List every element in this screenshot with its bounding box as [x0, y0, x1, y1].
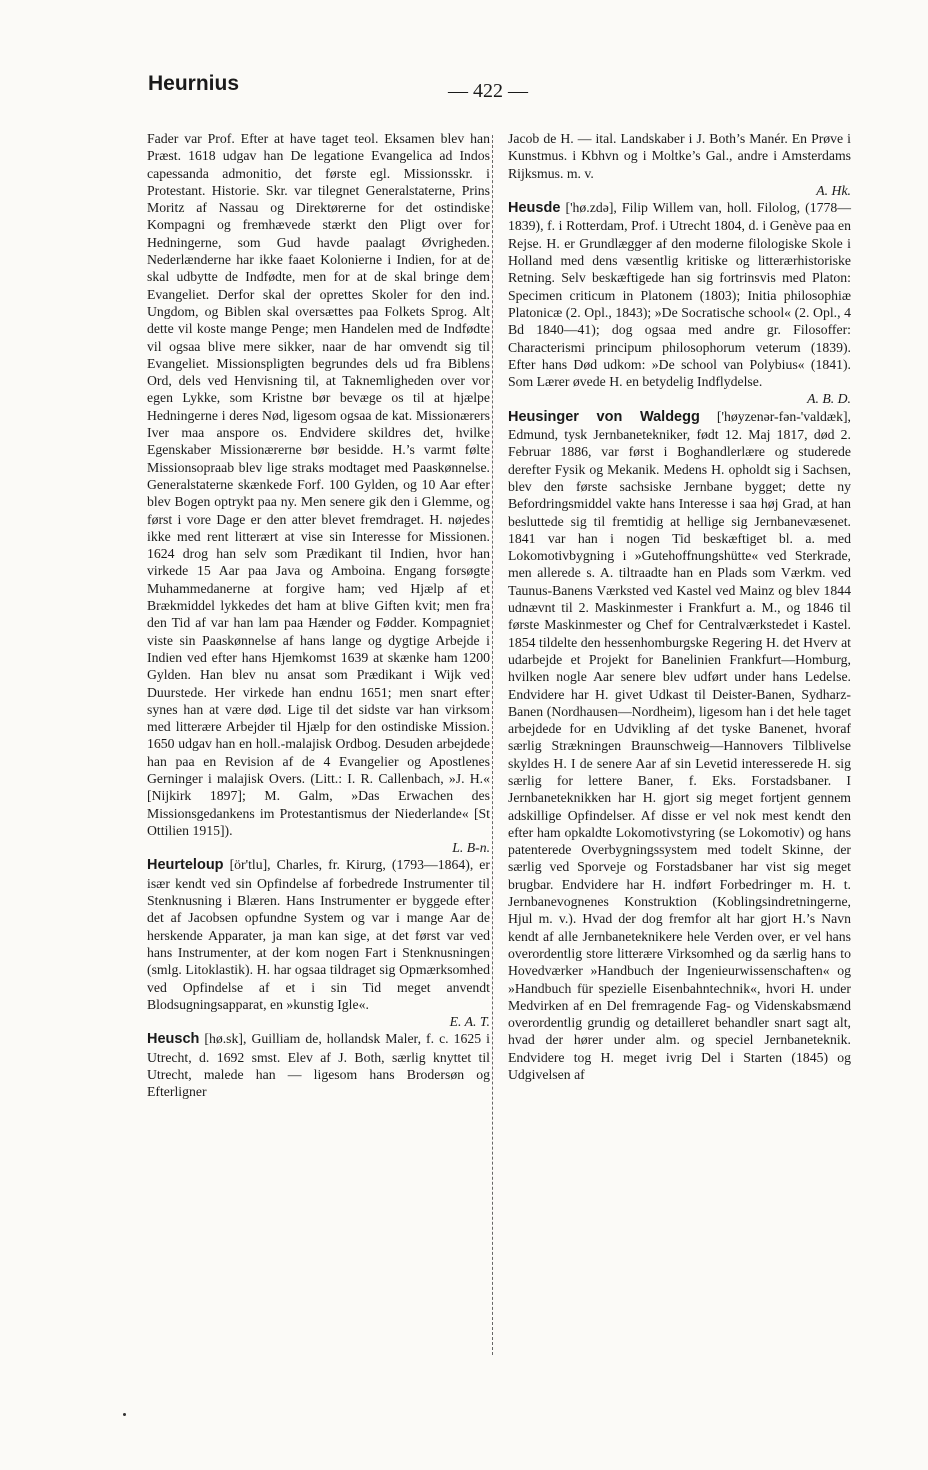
right-column: [508, 130, 851, 1083]
entry-continuation-text: Jacob de H. — ital. Landskaber i J. Both’s Manér. En Prøve i Kunstmus. i Kbhvn og i Moltke’s Gal., andre i Amsterdams Rijksmus. m. v.: [508, 131, 851, 181]
page-number: — 422 —: [448, 80, 528, 102]
running-title: Heurnius: [148, 72, 240, 95]
dictionary-entry: [508, 199, 851, 390]
entry-headword: Heurteloup: [147, 857, 224, 874]
entry-text: ['høyzenər-fən-'valdæk], Edmund, tysk Jernbanetekniker, født 12. Maj 1817, død 2. Februar 1886, var først i Boghandlerlære og studerede derefter Fysik og Mekanik. Medens H. opholdt sig i Sachsen, blev den første sachsiske Jernbane bygget; dette ny Befordringsmiddel vakte hans Interesse i saa høj Grad, at han besluttede sig til fremtidig at hellige sig Jernbanevæsenet. 1841 var han i nogen Tid beskæftiget bl. a. med Lokomotivbygning i »Gutehoffnungshütte« ved Sterkrade, men allerede s. A. tiltraadte han en Plads som Værkm. ved Taunus-Banens Værksted ved Kastel ved Mainz og blev 1844 udnævnt til 2. Maskinmester i Frankfurt a. M., og 1846 til første Maskinmester og Chef for Centralværkstedet i Kastel. 1854 tildelte den hessenhomburgske Regering H. det Hverv at udarbejde et Projekt for Banelinien Frankfurt—Homburg, hvilken nogle Aar senere blev udført under hans Ledelse. Endvidere har H. givet Udkast til Deister-Banen, Sydharz-Banen (Nordhausen—Nordheim), ligesom han i det hele taget arbejdede for en Udvikling af det tyske Banenet, hvoraf særlig Strækningen Braunschweig—Hannovers Tilblivelse skyldes H. I de senere Aar af sin Levetid interesserede H. sig særlig for lettere Baner, f. Eks. Forstadsbaner. I Jernbaneteknikken har H. gjort sig meget fortjent gennem adskillige Opfindelser. Af disse er vel nok mest kendt den efter ham opkaldte Lokomotivstyring (se Lokomotiv) og hans patenterede Overbygningssystem med todelt Skinne, der særlig ved Sporveje og Forstadsbaner har vist sig meget brugbar. Endvidere har H. indført Forbedringer m. H. t. Jernbanevognenes Konstruktion (Koblingsindretningerne, Hjul m. v.). Hvad der dog fremfor alt har gjort H.’s Navn kendt af alle Jernbaneteknikere hele Verden over, er vel hans overordentlig store litterære Virksomhed og da særlig hans to Hovedværker »Handbuch der Ingenieurwissenschaften« og »Handbuch für spezielle Eisenbahntechnik«, hvori H. under Medvirken af en Del fremragende Fag- og Videnskabsmænd overordentlig grundig og detailleret behandler snart sagt alt, hvad der hører under alm. og speciel Jernbaneteknik. Endvidere tog H. meget ivrig Del i Starten (1845) og Udgivelsen af: [508, 408, 851, 1083]
entry-headword: Heusde: [508, 200, 561, 217]
column-divider: [492, 135, 494, 1355]
dictionary-entry: [147, 1030, 490, 1100]
dictionary-entry: [147, 856, 490, 1013]
entry-headword: Heusinger von Waldegg: [508, 408, 700, 425]
dictionary-entry: [508, 408, 851, 1084]
entry-signature: L. B-n.: [452, 840, 490, 856]
entry-continuation-text: Fader var Prof. Efter at have taget teol. Eksamen blev han Præst. 1618 udgav han De legatione Evangelica ad Indos capessanda admonitio, det første egl. Missionsskr. i Protestant. Historie. Skr. var tilegnet Generalstaterne, Prins Moritz af Nassau og Direktørerne for det ostindiske Kompagni og fremhævede stærkt den Pligt over for Hedningerne, som Gud havde paalagt Øvrigheden. Nederlænderne har ikke faaet Kolonierne i Indien, for at de skal udbytte de Indfødte, men for at de skal bringe dem Evangeliet. Derfor skal der oprettes Skoler for den ind. Ungdom, og Biblen skal oversættes paa Folkets Sprog. Alt dette vil koste mange Penge; men Handelen med de Indfødte vil ogsaa blive mere sikker, naar de har omvendt sig til Evangeliet. Missionspligten begrundes dels ud fra Biblens Ord, dels ved Henvisning til, at Taknemligheden over vor egen Lykke, som Kristne bør bevæge os til at hjælpe Hedningerne i deres Nød, ligesom ogsaa de kat. Missionærers Iver maa anspore os. Endvidere skildres det, hvilke Egenskaber Missionærerne bør besidde. H.’s varmt følte Missionsopraab blev lige straks modtaget med Paaskønnelse. Generalstaterne skænkede Forf. 100 Gylden, og 10 Aar efter blev Bogen optrykt paa ny. Men senere gik den i Glemme, og først i vore Dage er den atter blevet fremdraget. H. nøjedes ikke med rent litterært at vise sin Interesse for Missionen. 1624 drog han selv som Prædikant til Indien, hvor han virkede 15 Aar paa Java og Amboina. Engang forsøgte Muhammedanerne at forgive ham; ved Hjælp af et Brækmiddel lykkedes det ham at blive Giften kvit; men fra den Tid af var han lam paa Hænder og Fødder. Kompagniet viste sin Paaskønnelse af hans lange og dygtige Arbejde i Indien ved efter hans Hjemkomst 1639 at skænke ham 1200 Gylden. Han blev nu ansat som Prædikant i Wijk ved Duurstede. Her virkede han endnu 1651; men snart efter synes han at være død. Lige til det sidste var han virksom med litterære Arbejder til Hjælp for den ostindiske Mission. 1650 udgav han en holl.-malajisk Ordbog. Desuden arbejdede han paa en Revision af de 4 Evangelier og Apostlenes Gerninger i malajisk Overs. (Litt.: I. R. Callenbach, »J. H.« [Nijkirk 1897]; M. Galm, »Das Erwachen des Missionsgedankens im Protestantismus der Niederlande« [St Ottilien 1915]).: [147, 131, 490, 838]
entry-text: [ör'tlu], Charles, fr. Kirurg, (1793—1864), er især kendt ved sin Opfindelse af forbedrede Instrumenter til Stenknusning i Blæren. Hans Instrumenter er byggede efter det af Jacobsen opfundne System og var i mange Aar de herskende Apparater, ja man kan sige, at det først var ved hans Instrumenter, at der kom nogen Fart i Stenknusningen (smlg. Litoklastik). H. har ogsaa tildraget sig Opmærksomhed ved Opfindelse af et i sin Tid meget anvendt Blodsugningsapparat, en »kunstig Igle«.: [147, 857, 490, 1012]
entry-headword: Heusch: [147, 1031, 200, 1048]
entry-signature: A. Hk.: [816, 182, 851, 198]
entry-text: [hø.sk], Guilliam de, hollandsk Maler, f. c. 1625 i Utrecht, d. 1692 smst. Elev af J. Both, særlig knyttet til Utrecht, malede han — ligesom hans Brodersøn og Efterligner: [147, 1031, 490, 1100]
stray-ink-dot: [123, 1413, 126, 1416]
entry-signature: E. A. T.: [449, 1014, 490, 1030]
page-header: [148, 72, 860, 100]
left-column: [147, 130, 490, 1101]
entry-signature: A. B. D.: [807, 391, 851, 407]
entry-text: ['hø.zdə], Filip Willem van, holl. Filolog, (1778—1839), f. i Rotterdam, Prof. i Utrecht 1804, d. i Genève paa en Rejse. H. er Grundlægger af den moderne filologiske Skole i Holland med dens væsentlig kritiske og litterærhistoriske Retning. Selv beskæftigede han sig fortrinsvis med Platon: Specimen criticum in Platonem (1803); Initia philosophiæ Platonicæ (2. Opl., 1843); »De Socratische school« (2. Opl., 4 Bd 1840—41); dog ogsaa med andre gr. Filosoffer: Characterismi principum philosophorum veterum (1839). Efter hans Død udkom: »De school van Polybius« (1841). Som Lærer øvede H. en betydelig Indflydelse.: [508, 200, 851, 390]
